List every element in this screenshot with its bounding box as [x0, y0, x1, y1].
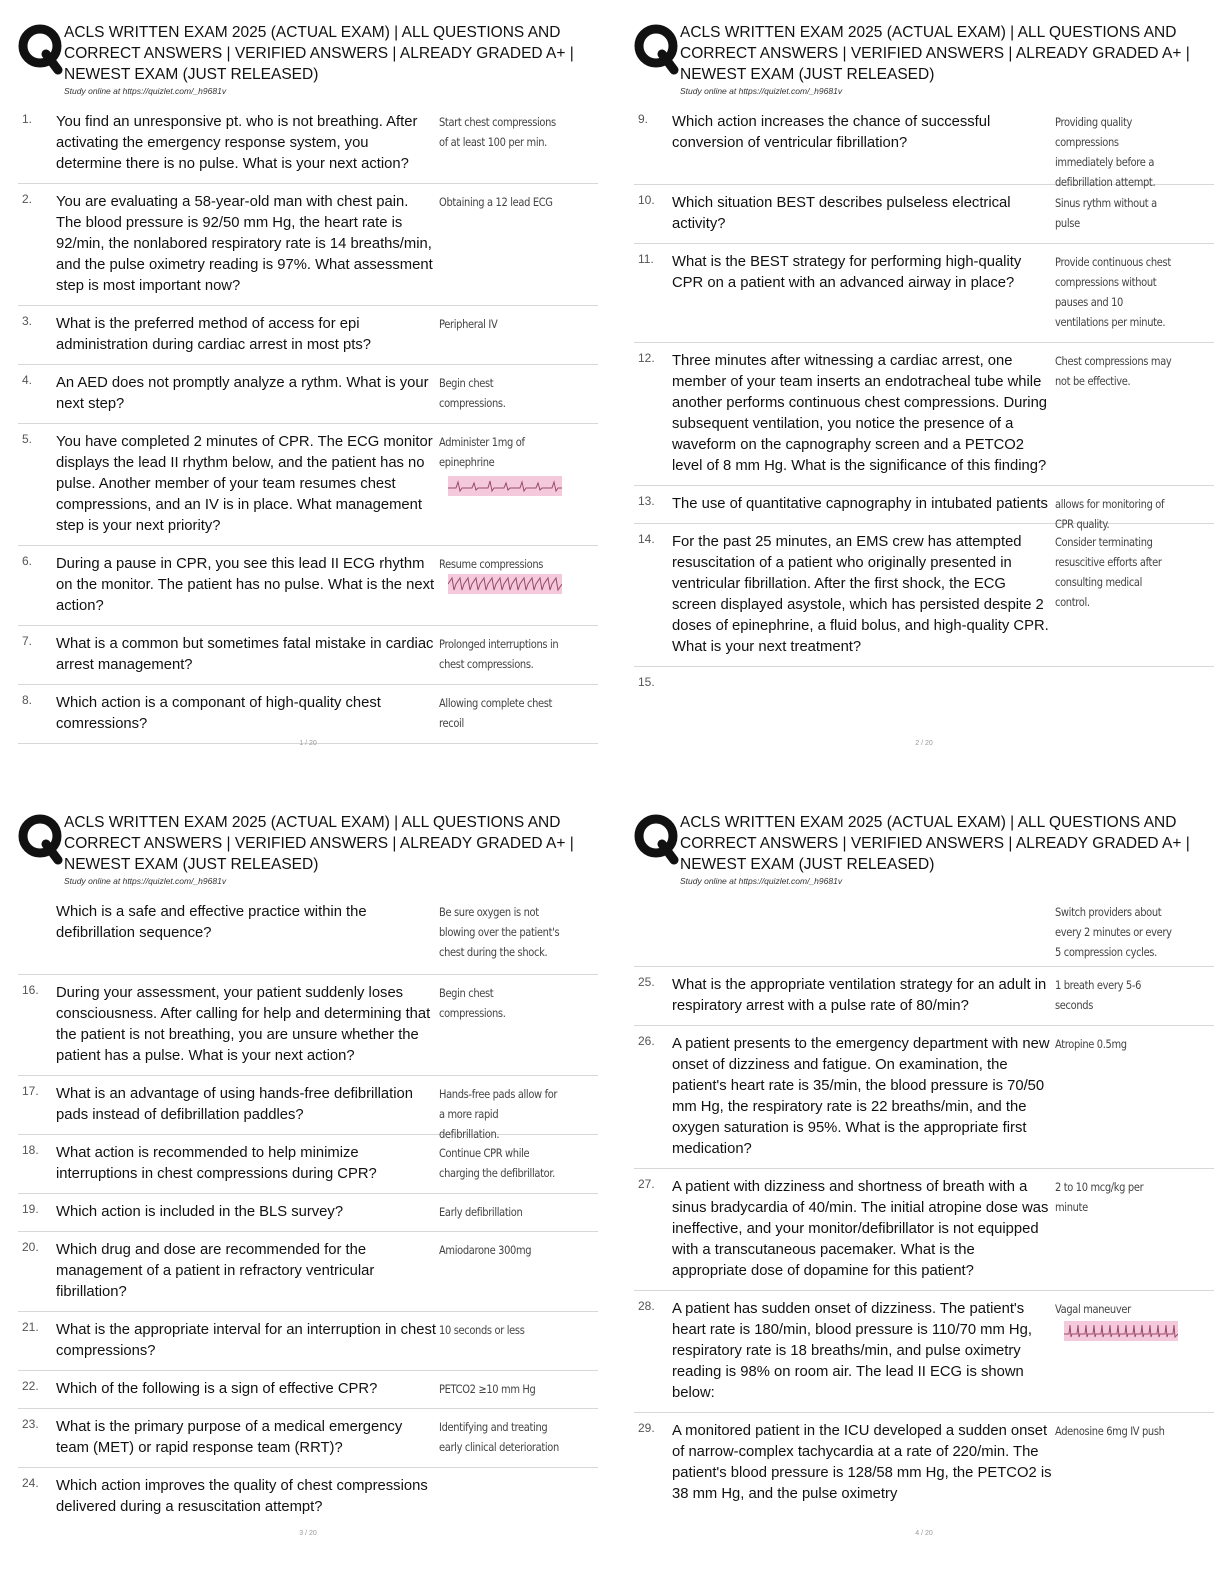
question-number: 27. — [638, 1177, 655, 1191]
answer-text: Begin chest compressions. — [439, 376, 506, 410]
document-page-4 — [634, 808, 1214, 1568]
question-number: 14. — [638, 532, 655, 546]
document-title: ACLS WRITTEN EXAM 2025 (ACTUAL EXAM) | ALL QUESTIONS AND CORRECT ANSWERS | VERIFIED ANSWERS | ALREADY GRADED A+ | NEWEST EXAM (JUST RELEASED) — [64, 24, 579, 83]
document-title: ACLS WRITTEN EXAM 2025 (ACTUAL EXAM) | ALL QUESTIONS AND CORRECT ANSWERS | VERIFIED ANSWERS | ALREADY GRADED A+ | NEWEST EXAM (JUST RELEASED) — [680, 814, 1195, 873]
answer-text: Obtaining a 12 lead ECG — [439, 195, 553, 209]
question-row — [634, 343, 1214, 486]
document-page-3 — [18, 808, 598, 1568]
study-online-link[interactable]: Study online at https://quizlet.com/_h9681v — [680, 86, 843, 96]
question-text: A patient has sudden onset of dizziness. The patient's heart rate is 180/min, blood pressure is 110/70 mm Hg, respiratory rate is 18 breaths/min, and pulse oximetry reading is 98% on room air. The lead II ECG is shown below: — [672, 1301, 1032, 1401]
question-number: 26. — [638, 1034, 655, 1048]
quizlet-logo-icon — [18, 22, 66, 76]
question-row — [634, 486, 1214, 531]
question-number: 9. — [638, 112, 649, 126]
answer-text: Hands-free pads allow for a more rapid defibrillation. — [439, 1087, 558, 1141]
answer-text: Sinus rythm without a pulse — [1055, 196, 1157, 230]
question-number: 2. — [22, 192, 33, 206]
question-text: What is the preferred method of access for epi administration during cardiac arrest in most pts? — [56, 316, 371, 353]
question-row — [634, 967, 1214, 1026]
question-row — [18, 1135, 598, 1194]
question-number: 17. — [22, 1084, 39, 1098]
answer-text: Begin chest compressions. — [439, 986, 506, 1020]
question-list — [18, 104, 598, 744]
question-list — [634, 894, 1214, 1513]
question-text: Which situation BEST describes pulseless electrical activity? — [672, 195, 1011, 232]
question-row — [18, 626, 598, 685]
question-text: You are evaluating a 58-year-old man with chest pain. The blood pressure is 92/50 mm Hg, the heart rate is 92/min, the nonlabored respiratory rate is 14 breaths/min, and the pulse oximetry reading is 97%. What assessment step is most important now? — [56, 194, 433, 294]
answer-text: Providing quality compressions immediately before a defibrillation attempt. — [1055, 115, 1156, 189]
answer-text: Provide continuous chest compressions without pauses and 10 ventilations per minute. — [1055, 255, 1171, 329]
study-online-link[interactable]: Study online at https://quizlet.com/_h9681v — [64, 86, 227, 96]
question-row — [634, 1026, 1214, 1169]
question-number: 15. — [638, 675, 655, 689]
question-number: 24. — [22, 1476, 39, 1490]
answer-text: Identifying and treating early clinical deterioration — [439, 1420, 559, 1454]
question-number: 19. — [22, 1202, 39, 1216]
question-text: What is the appropriate ventilation strategy for an adult in respiratory arrest with a pulse rate of 80/min? — [672, 977, 1047, 1014]
document-title: ACLS WRITTEN EXAM 2025 (ACTUAL EXAM) | ALL QUESTIONS AND CORRECT ANSWERS | VERIFIED ANSWERS | ALREADY GRADED A+ | NEWEST EXAM (JUST RELEASED) — [680, 24, 1195, 83]
answer-text: Prolonged interruptions in chest compressions. — [439, 637, 559, 671]
ecg-strip-image — [448, 574, 562, 594]
answer-text: Consider terminating resuscitive efforts after consulting medical control. — [1055, 535, 1162, 609]
question-row — [18, 424, 598, 546]
answer-text: Early defibrillation — [439, 1205, 523, 1219]
question-text: A monitored patient in the ICU developed a sudden onset of narrow-complex tachycardia at a rate of 220/min. The patient's blood pressure is 128/58 mm Hg, the PETCO2 is 38 mm Hg, and the pulse oximetry — [672, 1423, 1052, 1502]
question-number: 8. — [22, 693, 33, 707]
question-row — [18, 365, 598, 424]
question-number: 23. — [22, 1417, 39, 1431]
question-text: Which action is included in the BLS survey? — [56, 1204, 344, 1220]
question-text: During a pause in CPR, you see this lead II ECG rhythm on the monitor. The patient has no pulse. What is the next action? — [56, 556, 435, 614]
question-text: Which drug and dose are recommended for the management of a patient in refractory ventricular fibrillation? — [56, 1242, 375, 1300]
question-row — [634, 104, 1214, 189]
question-text: What is the appropriate interval for an interruption in chest compressions? — [56, 1322, 436, 1359]
answer-text: Be sure oxygen is not blowing over the patient's chest during the shock. — [439, 905, 560, 959]
document-title: ACLS WRITTEN EXAM 2025 (ACTUAL EXAM) | ALL QUESTIONS AND CORRECT ANSWERS | VERIFIED ANSWERS | ALREADY GRADED A+ | NEWEST EXAM (JUST RELEASED) — [64, 814, 579, 873]
question-row — [18, 685, 598, 744]
question-text: A patient presents to the emergency department with new onset of dizziness and fatigue. On examination, the patient's heart rate is 35/min, the blood pressure is 70/50 mm Hg, the respiratory rate is 22 breaths/min, and the oxygen saturation is 95%. What is the appropriate first medication? — [672, 1036, 1050, 1157]
question-number: 5. — [22, 432, 33, 446]
question-row — [18, 546, 598, 626]
question-row — [18, 894, 598, 975]
question-number: 11. — [638, 252, 654, 266]
answer-text: Start chest compressions of at least 100 per min. — [439, 115, 556, 149]
answer-text: Chest compressions may not be effective. — [1055, 354, 1172, 388]
answer-text: Resume compressions — [439, 557, 544, 571]
question-text: What is an advantage of using hands-free defibrillation pads instead of defibrillation paddles? — [56, 1086, 413, 1123]
question-number: 28. — [638, 1299, 655, 1313]
quizlet-logo-icon — [634, 22, 682, 76]
question-text: You find an unresponsive pt. who is not breathing. After activating the emergency response system, you determine there is no pulse. What is your next action? — [56, 114, 418, 172]
answer-text: Atropine 0.5mg — [1055, 1037, 1127, 1051]
answer-text: 1 breath every 5-6 seconds — [1055, 978, 1142, 1012]
question-row — [18, 306, 598, 365]
question-text: A patient with dizziness and shortness of breath with a sinus bradycardia of 40/min. The initial atropine dose was ineffective, and your monitor/defibrillator is not equipped with a transcutaneous pacemaker. What is the appropriate dose of dopamine for this patient? — [672, 1179, 1049, 1279]
question-row — [18, 184, 598, 306]
question-row — [634, 524, 1214, 667]
answer-text: 2 to 10 mcg/kg per minute — [1055, 1180, 1144, 1214]
question-number: 7. — [22, 634, 33, 648]
question-text: An AED does not promptly analyze a rythm. What is your next step? — [56, 375, 429, 412]
answer-text: Adenosine 6mg IV push — [1055, 1424, 1165, 1438]
answer-text: Administer 1mg of epinephrine — [439, 435, 525, 469]
page-number: 1 / 20 — [299, 740, 317, 747]
answer-text: allows for monitoring of CPR quality. — [1055, 497, 1165, 531]
page-number: 3 / 20 — [299, 1530, 317, 1537]
question-text: What action is recommended to help minimize interruptions in chest compressions during CPR? — [56, 1145, 377, 1182]
question-row — [18, 1312, 598, 1371]
question-number: 16. — [22, 983, 39, 997]
page-number: 4 / 20 — [915, 1530, 933, 1537]
answer-text: 10 seconds or less — [439, 1323, 525, 1337]
question-row — [18, 1232, 598, 1312]
question-row — [18, 1371, 598, 1409]
question-text: Which action is a componant of high-quality chest comressions? — [56, 695, 381, 732]
answer-text: Allowing complete chest recoil — [439, 696, 553, 730]
question-text: For the past 25 minutes, an EMS crew has attempted resuscitation of a patient who originally presented in ventricular fibrillation. After the first shock, the ECG screen displayed asystole, which has persisted despite 2 doses of epinephrine, a fluid bolus, and high-quality CPR. What is your next treatment? — [672, 534, 1049, 655]
quizlet-logo-icon — [18, 812, 66, 866]
question-number: 10. — [638, 193, 655, 207]
question-number: 4. — [22, 373, 33, 387]
document-page-2 — [634, 18, 1214, 778]
question-text: Which action improves the quality of chest compressions delivered during a resuscitation attempt? — [56, 1478, 428, 1515]
question-number: 13. — [638, 494, 655, 508]
question-row — [18, 1194, 598, 1232]
question-row — [634, 667, 1214, 689]
question-number: 29. — [638, 1421, 655, 1435]
question-number: 20. — [22, 1240, 39, 1254]
question-text: What is the BEST strategy for performing high-quality CPR on a patient with an advanced airway in place? — [672, 254, 1022, 291]
question-row — [634, 1169, 1214, 1291]
question-text: What is a common but sometimes fatal mistake in cardiac arrest management? — [56, 636, 434, 673]
question-row — [18, 104, 598, 184]
question-number: 21. — [22, 1320, 39, 1334]
document-page-1 — [18, 18, 598, 778]
question-list — [634, 104, 1214, 689]
answer-text: Switch providers about every 2 minutes or every 5 compression cycles. — [1055, 905, 1172, 959]
question-text: Which is a safe and effective practice within the defibrillation sequence? — [56, 904, 367, 941]
question-text: During your assessment, your patient suddenly loses consciousness. After calling for help and determining that the patient is not breathing, you are unsure whether the patient has a pulse. What is your next action? — [56, 985, 431, 1064]
question-row — [634, 1291, 1214, 1413]
question-text: Which of the following is a sign of effective CPR? — [56, 1381, 378, 1397]
question-number: 6. — [22, 554, 33, 568]
question-text: The use of quantitative capnography in intubated patients — [672, 496, 1048, 512]
question-number: 25. — [638, 975, 655, 989]
answer-text: Continue CPR while charging the defibrillator. — [439, 1146, 555, 1180]
page-number: 2 / 20 — [915, 740, 933, 747]
answer-text: Amiodarone 300mg — [439, 1243, 532, 1257]
answer-text: Vagal maneuver — [1055, 1302, 1131, 1316]
ecg-strip-image — [448, 476, 562, 496]
question-row — [634, 894, 1214, 967]
question-text: Three minutes after witnessing a cardiac arrest, one member of your team inserts an endotracheal tube while another performs continuous chest compressions. During subsequent ventilation, you notice the presence of a waveform on the capnography screen and a PETCO2 level of 8 mm Hg. What is the significance of this finding? — [672, 353, 1048, 474]
question-row — [634, 185, 1214, 244]
ecg-strip-image — [1064, 1321, 1178, 1341]
question-row — [18, 975, 598, 1076]
question-number: 3. — [22, 314, 33, 328]
question-row — [18, 1409, 598, 1468]
question-list — [18, 894, 598, 1526]
question-row — [634, 244, 1214, 343]
question-row — [18, 1076, 598, 1141]
question-number: 18. — [22, 1143, 39, 1157]
question-row — [18, 1468, 598, 1526]
quizlet-logo-icon — [634, 812, 682, 866]
answer-text: PETCO2 ≥10 mm Hg — [439, 1382, 536, 1396]
question-number: 22. — [22, 1379, 39, 1393]
question-number: 1. — [22, 112, 33, 126]
answer-text: Peripheral IV — [439, 317, 498, 331]
question-text: What is the primary purpose of a medical emergency team (MET) or rapid response team (RRT)? — [56, 1419, 403, 1456]
question-row — [634, 1413, 1214, 1513]
study-online-link[interactable]: Study online at https://quizlet.com/_h9681v — [680, 876, 843, 886]
question-text: You have completed 2 minutes of CPR. The ECG monitor displays the lead II rhythm below, and the patient has no pulse. Another member of your team resumes chest compressions, and an IV is in place. What management step is your next priority? — [56, 434, 433, 534]
question-text: Which action increases the chance of successful conversion of ventricular fibrillation? — [672, 114, 991, 151]
question-number: 12. — [638, 351, 655, 365]
study-online-link[interactable]: Study online at https://quizlet.com/_h9681v — [64, 876, 227, 886]
